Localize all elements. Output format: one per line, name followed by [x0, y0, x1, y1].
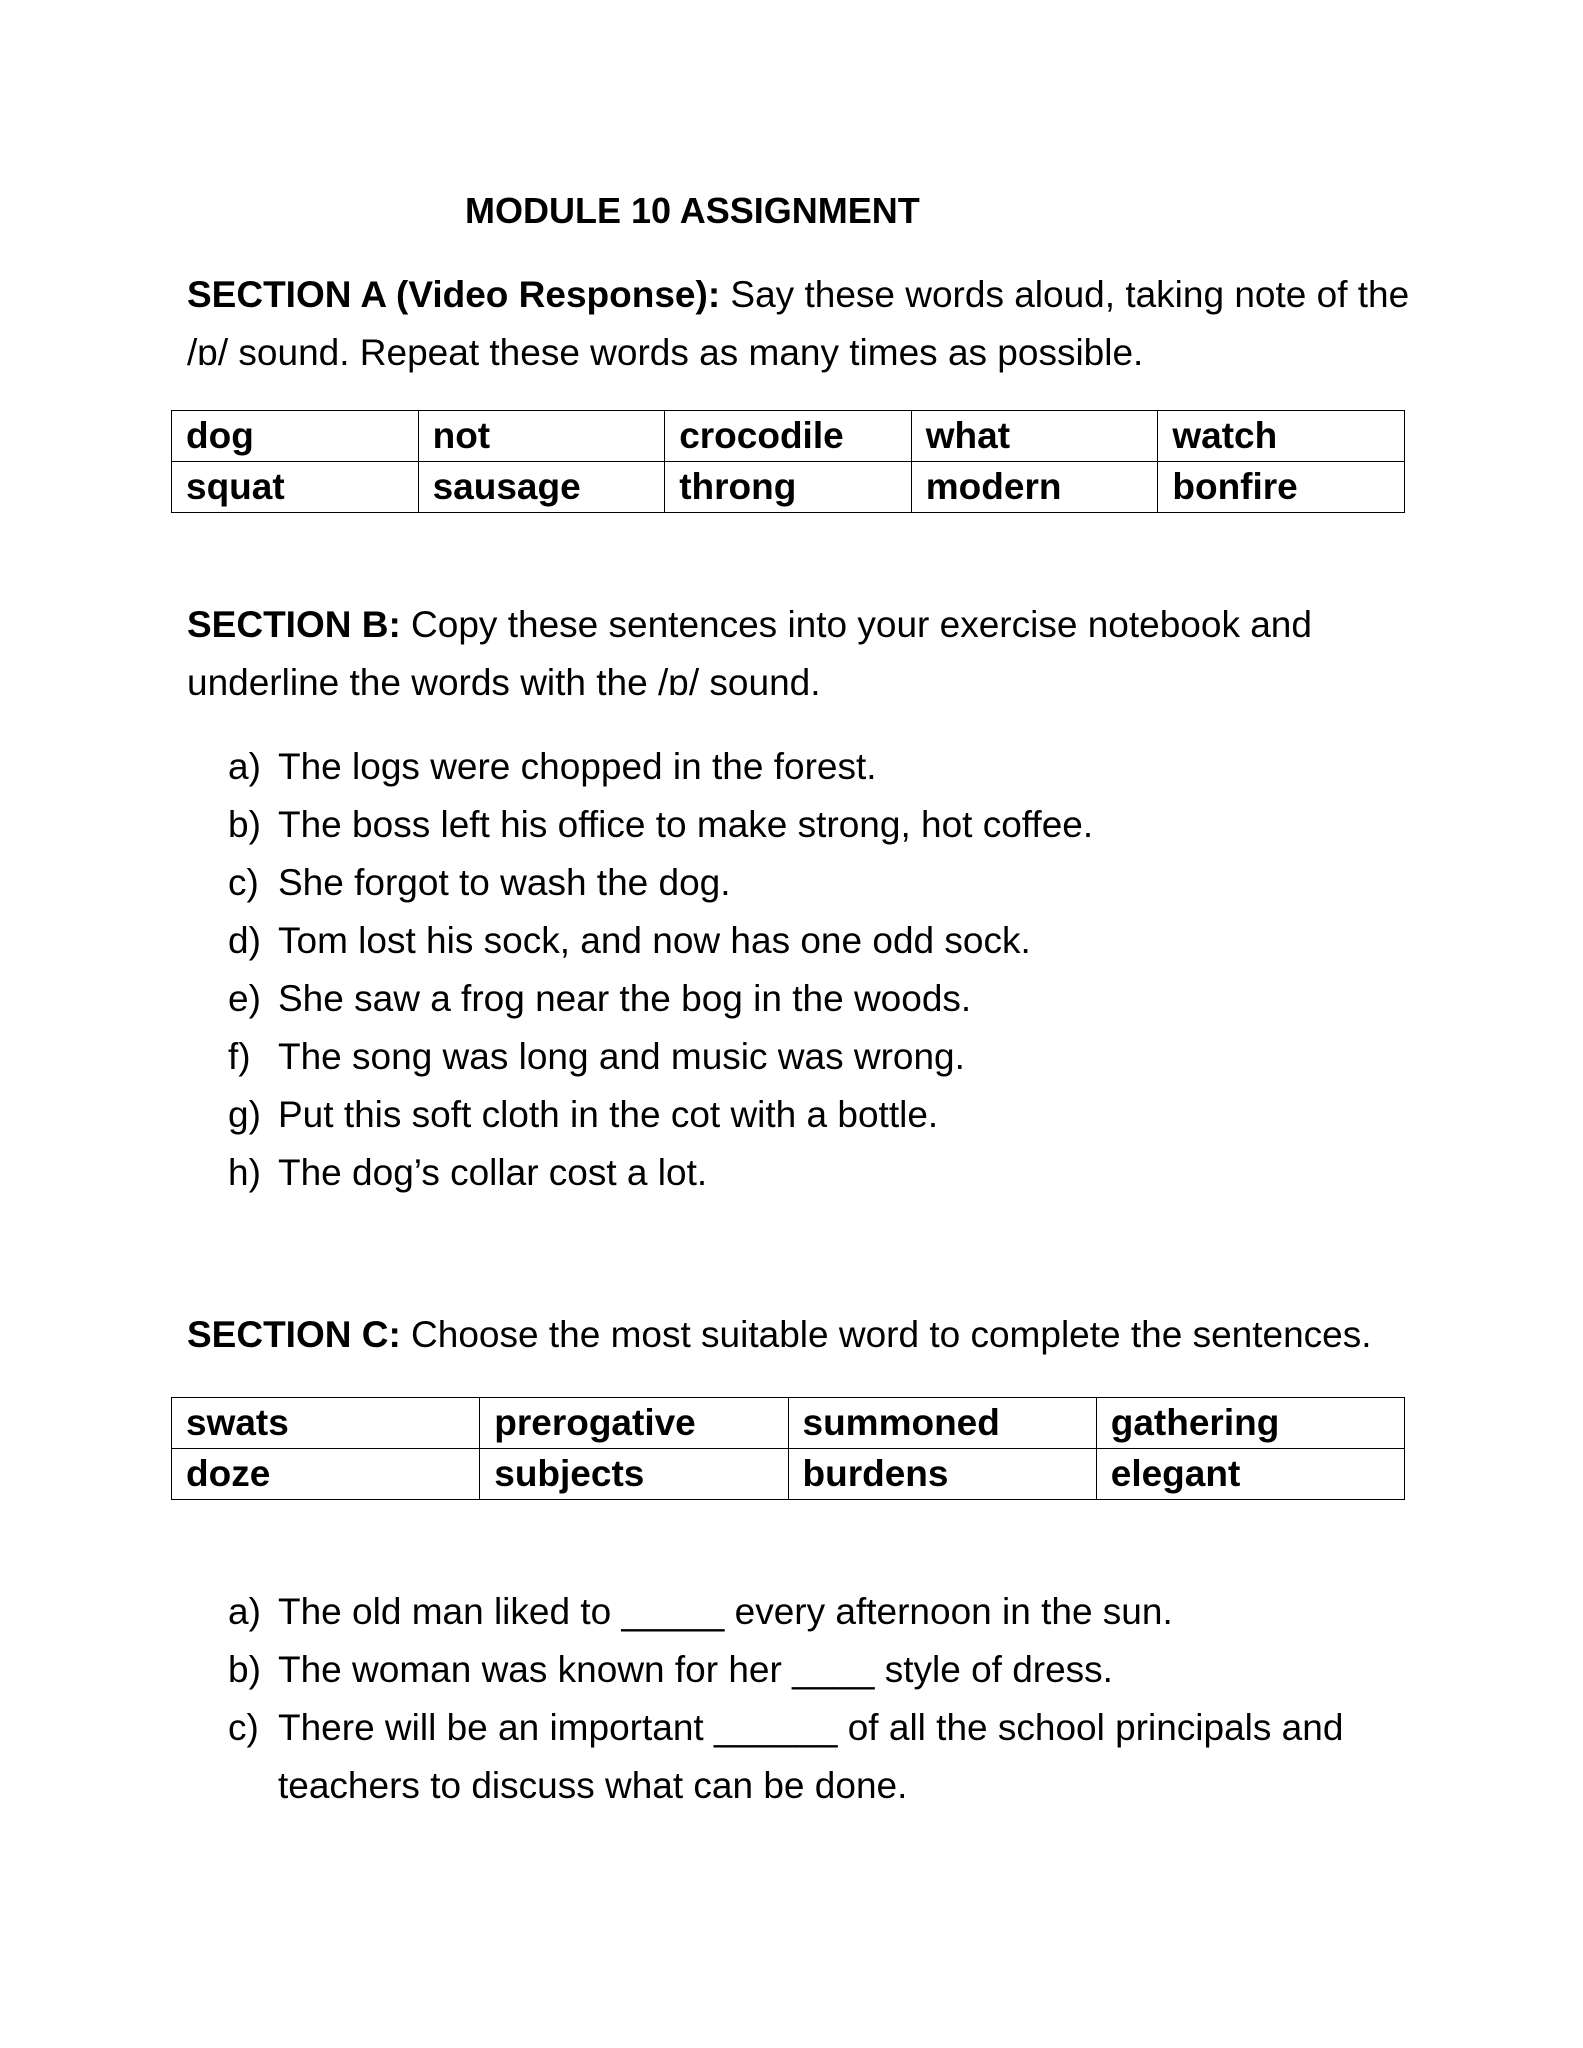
- sentence-text: The old man liked to _____ every afternoon in the sun.: [278, 1591, 1173, 1632]
- list-marker: a): [228, 1591, 261, 1632]
- table-row: [172, 411, 1405, 462]
- section-b-instructions: [187, 596, 1427, 712]
- table-row: [172, 1449, 1405, 1500]
- list-marker: c): [228, 862, 259, 903]
- section-c-text: Choose the most suitable word to complete the sentences.: [400, 1314, 1372, 1355]
- list-item: [228, 738, 1428, 796]
- sentence-text: She forgot to wash the dog.: [278, 862, 731, 903]
- list-marker: d): [228, 920, 261, 961]
- section-a-text-line2: /ɒ/ sound. Repeat these words as many times as possible.: [187, 332, 1144, 373]
- list-marker: b): [228, 1649, 261, 1690]
- sentence-text: Tom lost his sock, and now has one odd sock.: [278, 920, 1031, 961]
- word-cell: gathering: [1096, 1398, 1404, 1449]
- word-cell: burdens: [788, 1449, 1096, 1500]
- section-a-heading: SECTION A (Video Response):: [187, 274, 721, 315]
- list-marker: f): [228, 1036, 251, 1077]
- word-cell: bonfire: [1158, 462, 1405, 513]
- word-cell: crocodile: [665, 411, 912, 462]
- list-item: [228, 796, 1428, 854]
- word-cell: watch: [1158, 411, 1405, 462]
- section-b-heading: SECTION B:: [187, 604, 401, 645]
- list-marker: c): [228, 1707, 259, 1748]
- table-row: [172, 462, 1405, 513]
- sentence-text: There will be an important ______ of all the school principals and teachers to discuss what can be done.: [278, 1707, 1344, 1806]
- word-cell: swats: [172, 1398, 480, 1449]
- sentence-text: She saw a frog near the bog in the woods.: [278, 978, 972, 1019]
- list-item: [228, 1583, 1378, 1641]
- section-b-text-line2: underline the words with the /ɒ/ sound.: [187, 662, 821, 703]
- section-c-sentence-list: [228, 1583, 1378, 1815]
- page-title: MODULE 10 ASSIGNMENT: [465, 190, 920, 231]
- section-a-word-table: [171, 410, 1405, 513]
- sentence-text: The song was long and music was wrong.: [278, 1036, 965, 1077]
- word-cell: throng: [665, 462, 912, 513]
- word-cell: elegant: [1096, 1449, 1404, 1500]
- sentence-text: The logs were chopped in the forest.: [278, 746, 877, 787]
- section-a-instructions: [187, 266, 1427, 382]
- sentence-text: The woman was known for her ____ style of dress.: [278, 1649, 1113, 1690]
- section-a-text-line1: Say these words aloud, taking note of the: [720, 274, 1410, 315]
- section-c-word-table: [171, 1397, 1405, 1500]
- word-cell: squat: [172, 462, 419, 513]
- word-cell: modern: [911, 462, 1158, 513]
- word-cell: prerogative: [480, 1398, 788, 1449]
- word-cell: doze: [172, 1449, 480, 1500]
- list-item: [228, 1144, 1428, 1202]
- sentence-text: The dog’s collar cost a lot.: [278, 1152, 708, 1193]
- word-cell: not: [418, 411, 665, 462]
- word-cell: summoned: [788, 1398, 1096, 1449]
- word-cell: what: [911, 411, 1158, 462]
- word-cell: sausage: [418, 462, 665, 513]
- list-item: [228, 912, 1428, 970]
- list-marker: a): [228, 746, 261, 787]
- word-cell: subjects: [480, 1449, 788, 1500]
- list-marker: g): [228, 1094, 261, 1135]
- list-item: [228, 1028, 1428, 1086]
- list-marker: h): [228, 1152, 261, 1193]
- section-b-text-line1: Copy these sentences into your exercise notebook and: [400, 604, 1312, 645]
- list-item: [228, 1641, 1378, 1699]
- section-c-heading: SECTION C:: [187, 1314, 401, 1355]
- list-item: [228, 1699, 1378, 1815]
- list-marker: b): [228, 804, 261, 845]
- list-item: [228, 1086, 1428, 1144]
- list-item: [228, 854, 1428, 912]
- word-cell: dog: [172, 411, 419, 462]
- table-row: [172, 1398, 1405, 1449]
- sentence-text: The boss left his office to make strong, hot coffee.: [278, 804, 1094, 845]
- section-c-instructions: [187, 1306, 1427, 1364]
- sentence-text: Put this soft cloth in the cot with a bottle.: [278, 1094, 939, 1135]
- section-b-sentence-list: [228, 738, 1428, 1202]
- list-item: [228, 970, 1428, 1028]
- list-marker: e): [228, 978, 261, 1019]
